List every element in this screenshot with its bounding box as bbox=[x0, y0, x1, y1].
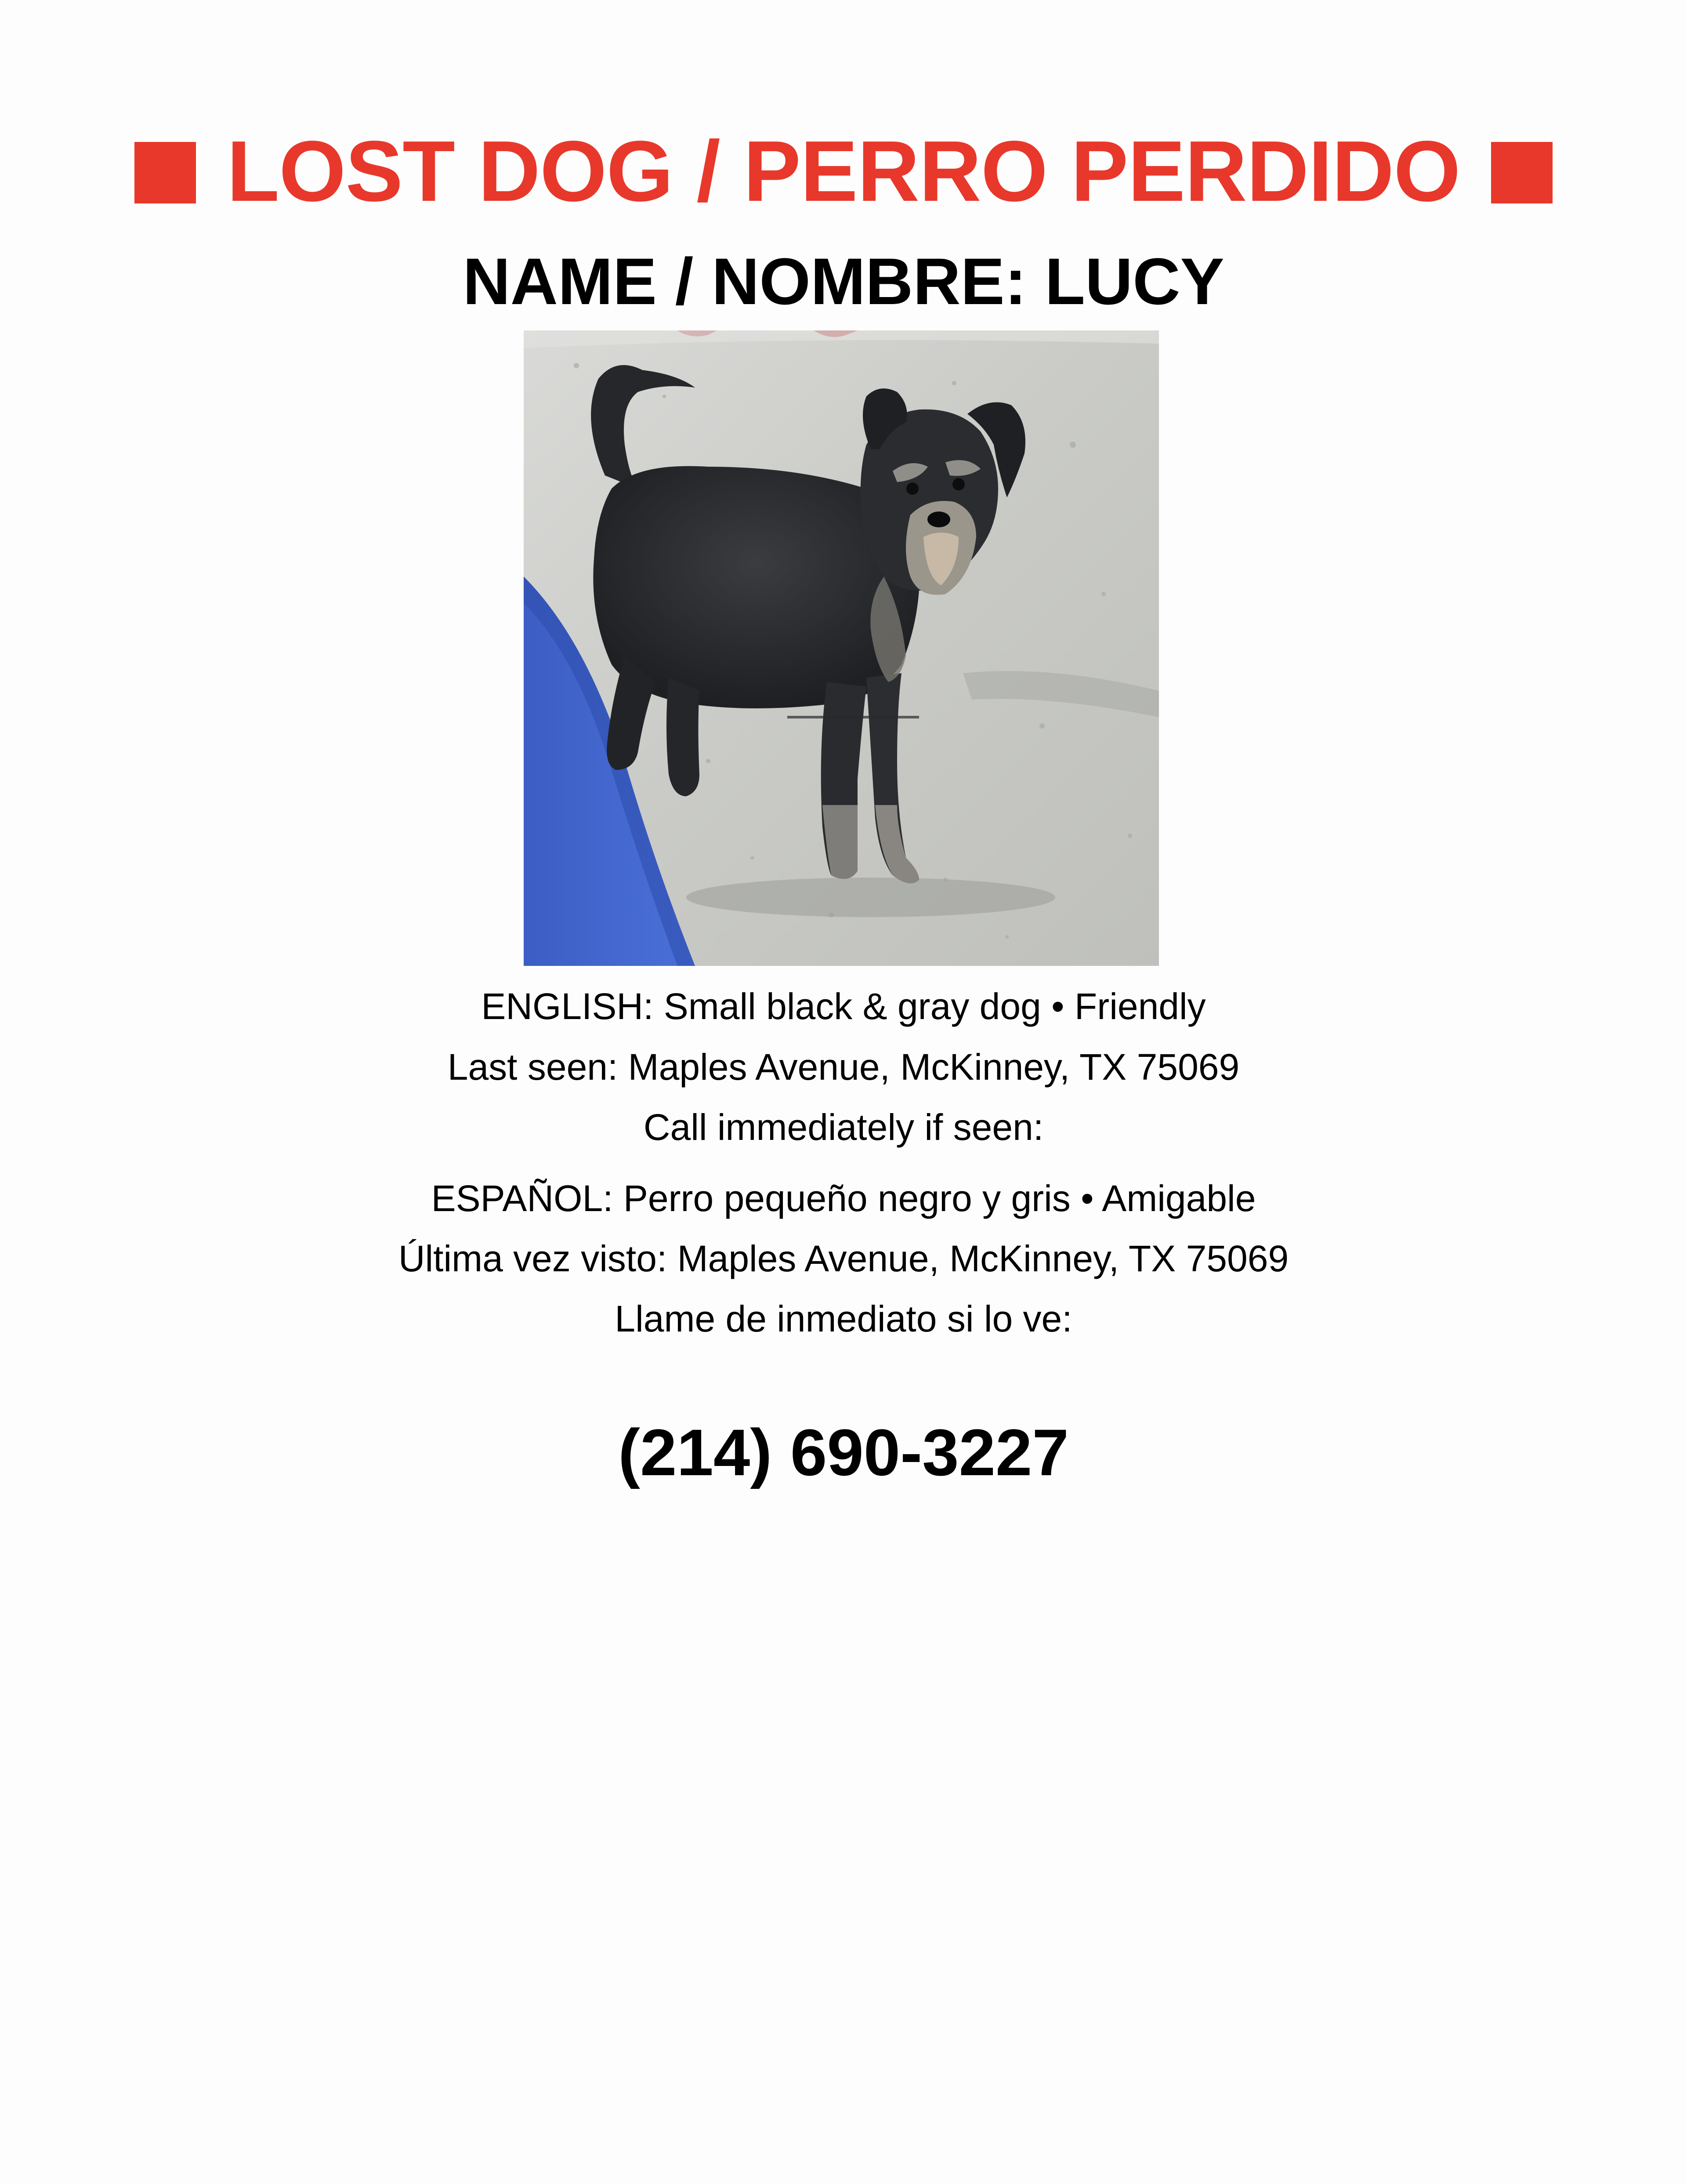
dog-photo-illustration bbox=[524, 330, 1159, 966]
spanish-last-seen: Última vez visto: Maples Avenue, McKinney, TX 75069 bbox=[398, 1238, 1289, 1279]
headline-text: LOST DOG / PERRO PERDIDO bbox=[227, 123, 1460, 219]
square-bullet-icon bbox=[1491, 142, 1553, 203]
spanish-description: ESPAÑOL: Perro pequeño negro y gris • Amigable bbox=[431, 1178, 1256, 1219]
dog-photo bbox=[524, 330, 1159, 966]
english-call-instruction: Call immediately if seen: bbox=[643, 1107, 1044, 1148]
english-description: ENGLISH: Small black & gray dog • Friendly bbox=[481, 986, 1206, 1027]
english-last-seen: Last seen: Maples Avenue, McKinney, TX 75069 bbox=[447, 1046, 1240, 1088]
square-bullet-icon bbox=[134, 142, 196, 203]
contact-phone: (214) 690-3227 bbox=[618, 1415, 1069, 1489]
spanish-call-instruction: Llame de inmediato si lo ve: bbox=[615, 1298, 1072, 1339]
dog-name: NAME / NOMBRE: LUCY bbox=[463, 244, 1224, 318]
flyer-headline bbox=[0, 119, 1687, 224]
